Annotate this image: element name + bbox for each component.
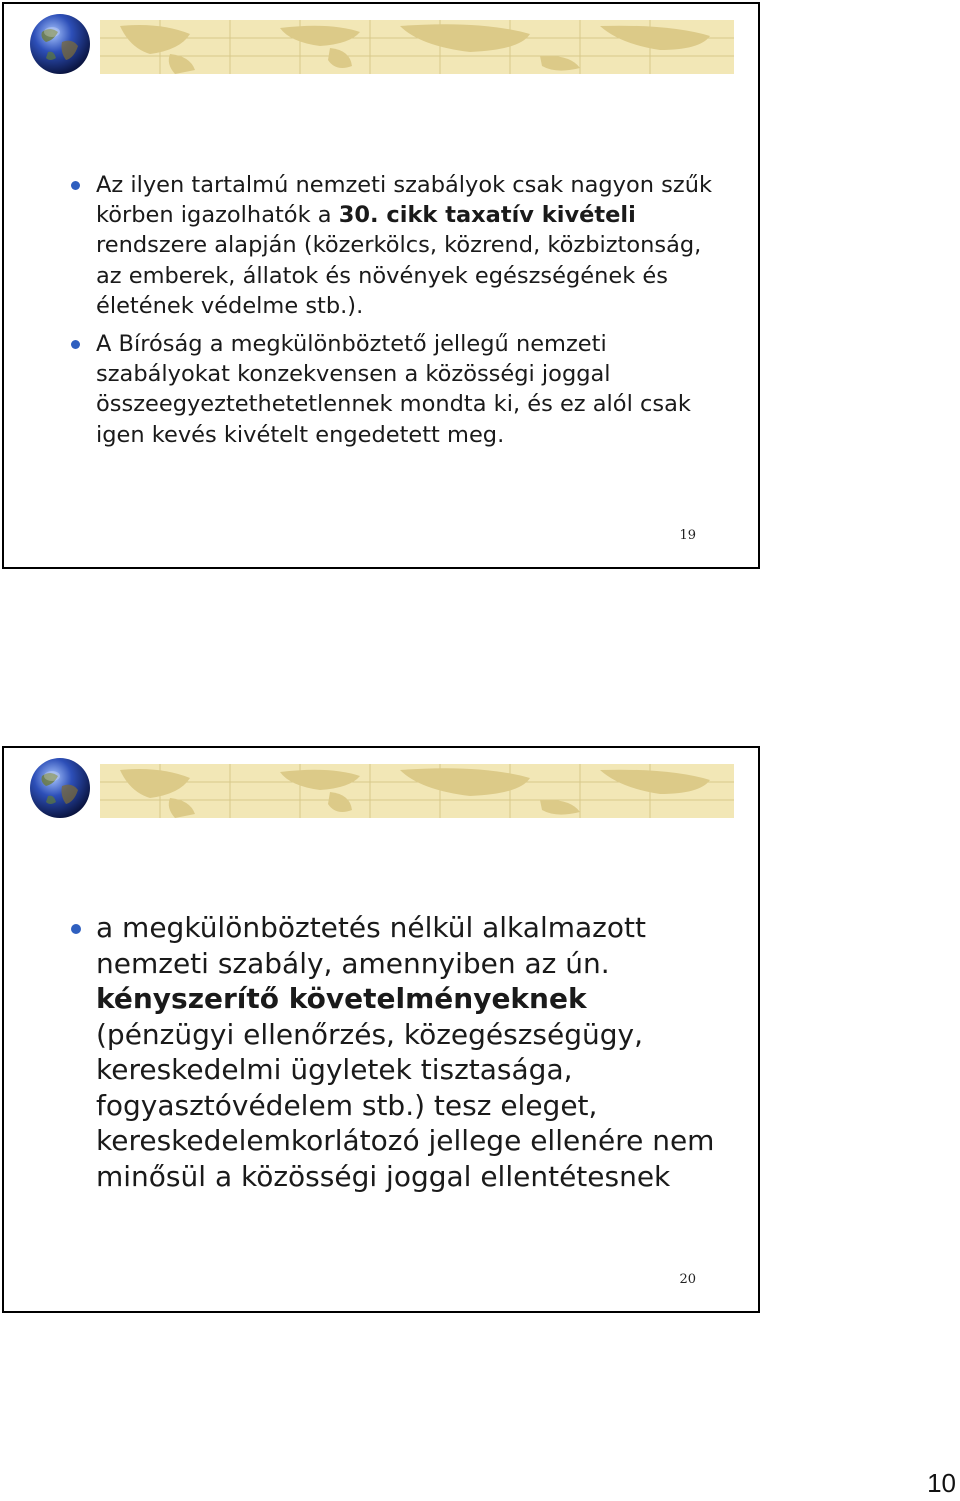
bullet-text: A Bíróság a megkülönböztető jellegű nemzeti szabályokat konzekvensen a közösségi joggal összeegyeztethetetlennek mondta ki, és ez alól csak igen kevés kivételt engedetett meg. — [96, 331, 691, 448]
world-map-banner — [100, 20, 734, 74]
bullet-list — [66, 910, 718, 1194]
slide-20 — [2, 746, 760, 1313]
globe-icon — [28, 12, 92, 76]
bullet-list — [66, 170, 718, 458]
page-number: 10 — [927, 1468, 956, 1498]
bullet-item — [66, 329, 718, 450]
bullet-icon — [71, 340, 80, 349]
bullet-icon — [71, 181, 80, 190]
bullet-item — [66, 910, 718, 1194]
bullet-text: Az ilyen tartalmú nemzeti szabályok csak nagyon szűk körben igazolhatók a 30. cikk taxatív kivételi rendszere alapján (közerkölcs, közrend, közbiztonság, az emberek, állatok és növények egészségének és életének védelme stb.). — [96, 172, 712, 319]
world-map-banner — [100, 764, 734, 818]
slide-number: 19 — [679, 528, 696, 543]
bullet-item — [66, 170, 718, 321]
bullet-icon — [71, 924, 81, 934]
slide-number: 20 — [679, 1272, 696, 1287]
globe-icon — [28, 756, 92, 820]
slide-19 — [2, 2, 760, 569]
bullet-text: a megkülönböztetés nélkül alkalmazott nemzeti szabály, amennyiben az ún. kényszerítő követelményeknek (pénzügyi ellenőrzés, közegészségügy, kereskedelmi ügyletek tisztasága, fogyasztóvédelem stb.) tesz eleget, kereskedelemkorlátozó jellege ellenére nem minősül a közösségi joggal ellentétesnek — [96, 911, 715, 1193]
